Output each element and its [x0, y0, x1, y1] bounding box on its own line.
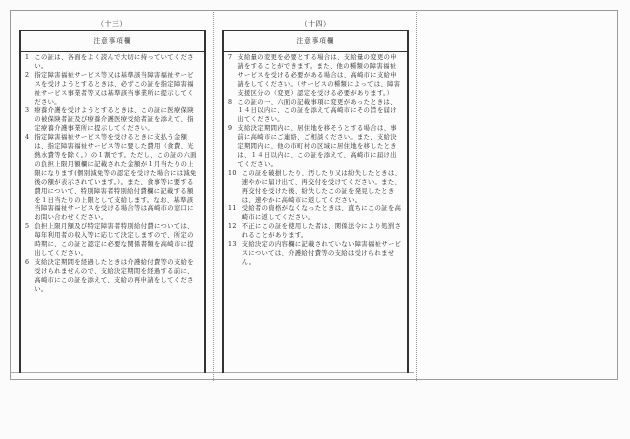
- note-number: 11: [228, 205, 237, 213]
- note-text: 指定障害福祉サービス等を受けるときに支払う金額は、指定障害福祉サービス等に要した費用（食費、光熱水費等を除く。）の１割です。ただし、この証の六面の負担上限月額欄に記載された金額が１月当たりの上限になります(個別減免等の認定を受けた場合には減免後の額が表示されています。）。また、食事等に要する費用について、特別障害者特別給付費欄に記載する額を１日当たりの上限として支給します。なお、基準該当障害福祉サービスを受ける場合等は高崎市の窓口にお問い合わせください。: [34, 134, 197, 222]
- note-number: 9: [228, 125, 233, 133]
- note-item: [25, 259, 200, 295]
- note-number: 8: [228, 98, 233, 106]
- note-text: 支給決定期間を経過したときは介護給付費等の支給を受けられませんので、支給決定期間を経過する前に、高崎市にこの証を添えて、支給の再申請をしてください。: [34, 258, 194, 293]
- note-item: [228, 99, 403, 126]
- note-number: 4: [25, 134, 30, 142]
- panel-title-14: （十四）: [300, 20, 331, 28]
- note-text: 療養介護を受けようとするときは、この証に医療保険の被保険者証及び療養介護医療受給者証を添えて、指定療養介護事業所に提示してください。: [34, 107, 194, 133]
- note-item: [25, 134, 200, 223]
- note-item: [25, 107, 200, 134]
- note-number: 1: [25, 54, 30, 61]
- note-item: [25, 223, 200, 259]
- note-item: [25, 72, 200, 108]
- note-text: この証の一、六面の記載事項に変更があったときは、１４日以内に、この証を添えて高崎市にその旨を届け出てください。: [237, 98, 397, 124]
- notes-header: 注意事項欄: [21, 31, 204, 52]
- note-text: 支給決定期間内に、居住地を移そうとする場合は、事前に高崎市にご連絡、ご相談ください。また、支給決定期間内に、他の市町村の区域に居住地を移したときは、１４日以内に、この証を添えて、高崎市に届け出てください。: [237, 125, 397, 168]
- note-text: この証は、各面をよく読んで大切に持っていてください。: [34, 54, 194, 70]
- panel-title-13: （十三）: [97, 20, 127, 28]
- fold-line-1: [213, 10, 214, 381]
- notes-header: 注意事項欄: [224, 31, 407, 52]
- notes-box-14: [222, 30, 409, 373]
- note-item: [228, 170, 403, 206]
- note-item: [228, 223, 403, 241]
- note-text: 指定障害福祉サービス等又は基準該当障害福祉サービスを受けようとするときは、必ずこの証を指定障害福祉サービス事業者等又は基準該当事業所に提示してください。: [34, 71, 194, 106]
- note-item: [228, 125, 403, 170]
- note-number: 12: [228, 223, 237, 231]
- notes-list: [224, 52, 407, 268]
- note-number: 7: [228, 54, 233, 61]
- note-number: 6: [25, 258, 30, 266]
- note-text: 受給者の資格がなくなったときは、直ちにこの証を高崎市に返してください。: [241, 205, 402, 222]
- notes-box-13: [19, 30, 206, 373]
- note-number: 3: [25, 107, 30, 115]
- notes-list: [21, 52, 204, 294]
- note-text: 支給量の変更を必要とする場合は、支給量の変更の申請をすることができます。また、他の種類の障害福祉サービスを受ける必要がある場合は、高崎市に支給申請をしてください。（サービスの種類によっては、障害支援区分の（変更）認定を受ける必要があります。）: [237, 54, 401, 97]
- note-text: 支給決定の内容欄に記載されていない障害福祉サービスについては、介護給付費等の支給は受けられません。: [241, 241, 402, 266]
- note-item: [228, 241, 403, 268]
- note-text: この証を破損したり、汚したり又は紛失したときは、速やかに届け出て、再交付を受けてください。また、再交付を受けた後、紛失したこの証を発見したときは、速やかに高崎市に返してください。: [241, 169, 402, 204]
- note-item: [25, 54, 200, 72]
- note-text: 不正にこの証を使用した者は、関係法令により処罰されることがあります。: [241, 223, 402, 240]
- note-number: 5: [25, 223, 30, 231]
- note-number: 2: [25, 71, 30, 79]
- note-number: 10: [228, 169, 237, 177]
- note-text: 負担上限月額及び特定障害者特別給付費については、毎年利用者の収入等に応じて決定しますので、所定の時期に、この証と認定に必要な関係書類を高崎市に提出してください。: [34, 223, 194, 257]
- note-item: [228, 205, 403, 223]
- fold-line-2: [416, 10, 417, 381]
- note-number: 13: [228, 241, 237, 249]
- note-item: [228, 54, 403, 99]
